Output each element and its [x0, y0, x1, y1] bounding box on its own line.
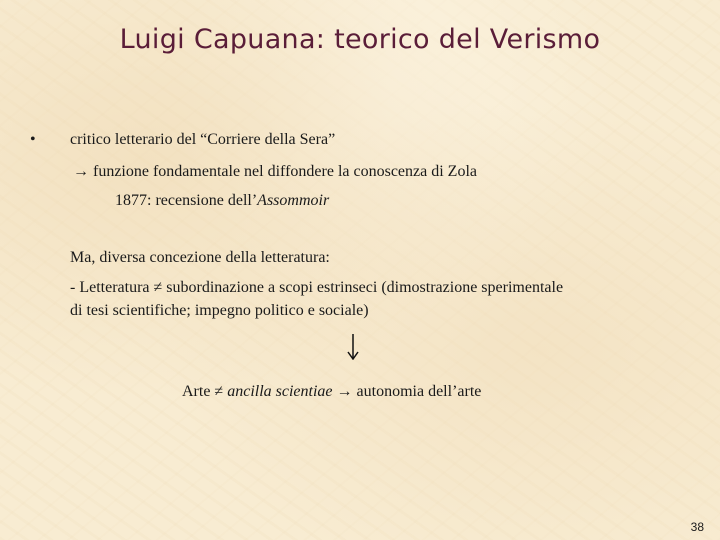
right-arrow-icon: → [73, 163, 89, 180]
conclusion-suffix: autonomia dell’arte [352, 383, 482, 400]
bullet-point: • [30, 131, 36, 148]
line-scientific-thesis: di tesi scientifiche; impegno politico e sociale) [70, 302, 369, 319]
line-critic-role: critico letterario del “Corriere della Sera” [70, 131, 336, 148]
conclusion-latin: ancilla scientiae [227, 383, 333, 400]
slide-title: Luigi Capuana: teorico del Verismo [119, 24, 601, 55]
review-prefix: 1877: recensione dell’ [115, 192, 258, 209]
line-review-1877 [115, 191, 329, 211]
page-number: 38 [690, 520, 704, 534]
line-different-conception: Ma, diversa concezione della letteratura: [70, 249, 330, 266]
zola-role-text: funzione fondamentale nel diffondere la conoscenza di Zola [93, 163, 477, 180]
line-literature-not-subordinate: - Letteratura ≠ subordinazione a scopi estrinseci (dimostrazione sperimentale [70, 279, 564, 296]
review-title: Assommoir [257, 192, 330, 209]
line-zola-role [73, 162, 477, 182]
right-arrow-icon: → [336, 383, 353, 400]
conclusion-prefix: Arte ≠ [182, 383, 228, 400]
down-arrow-icon [346, 334, 360, 360]
conclusion-line [182, 382, 481, 402]
